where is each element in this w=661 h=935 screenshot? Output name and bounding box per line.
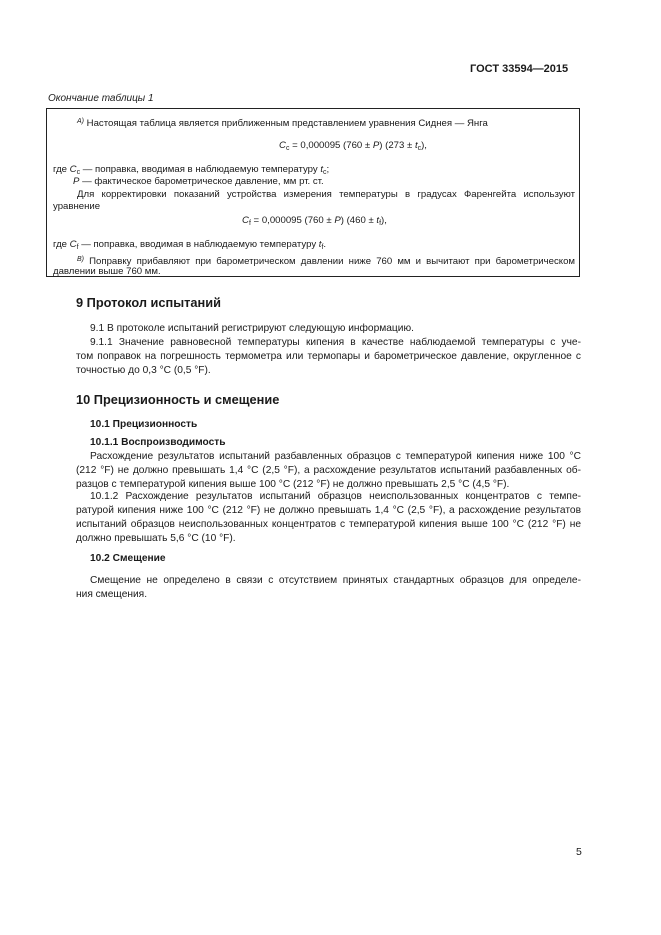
definition-text: — поправка, вводимая в наблюдаемую температуру [78,239,319,250]
formula-subscript: c [417,145,422,152]
formula-subscript: f [248,220,251,227]
bias-line: Смещение не определено в связи с отсутствием принятых стандартных образцов для определе- [90,575,581,586]
definition-text: — поправка, вводимая в наблюдаемую температуру [80,164,321,175]
paragraph-9-1: 9.1 В протоколе испытаний регистрируют следующую информацию. [90,323,414,334]
footnote-b-marker: B) [77,256,84,263]
footnote-a-text: Настоящая таблица является приближенным представлением уравнения Сиднея — Янга [86,118,488,129]
section-9-title: 9 Протокол испытаний [76,295,222,310]
definition-subscript: f [76,244,79,251]
definition-symbol: C [69,239,77,250]
section-9-body [76,322,581,378]
reproducibility-line: разцов с температурой кипения выше 100 °C (212 °F) не должно превышать 2,5 °C (4,5 °F). [76,479,510,490]
formula-subscript: c [285,145,290,152]
bias-line: ния смещения. [76,589,148,600]
formula-sydney-young [279,140,427,156]
formula-part: = 0,000095 (760 ± [289,140,373,151]
footnote-a-line [77,116,488,131]
where-label: где [53,239,70,250]
paragraph-10-1-2-line: должно превышать 5,6 °C (10 °F). [76,533,236,544]
definition-text: — фактическое барометрическое давление, мм рт. ст. [79,176,324,187]
definition-symbol: t [320,164,323,175]
paragraph-9-1-1-line: 9.1.1 Значение равновесной температуры кипения в качестве наблюдаемой температуры с уче- [90,337,581,348]
definition-cf [53,239,326,255]
bias-paragraph [76,574,581,602]
definition-symbol: C [69,164,77,175]
paragraph-10-1-2 [76,490,581,546]
footnote-a-marker: А) [77,118,84,125]
formula-symbol: t [376,215,380,226]
table-footnotes-box [46,108,580,277]
subsection-10-1-title: 10.1 Прецизионность [90,419,198,430]
paragraph-9-1-1-line: том поправок на погрешность термометра или термопары и барометрическое давление, округленное с [76,351,581,362]
formula-symbol: C [279,140,286,151]
section-10-title: 10 Прецизионность и смещение [76,392,280,407]
reproducibility-paragraph [76,450,581,492]
paragraph-10-1-2-line: ратурой кипения ниже 100 °C (212 °F) не должно превышать 1,4 °C (2,5 °F), а расхождение результатов [76,505,581,516]
table-continuation-caption: Окончание таблицы 1 [48,93,154,104]
formula-subscript: f [379,220,382,227]
formula-symbol: P [372,140,380,151]
subsection-10-2-title: 10.2 Смещение [90,553,166,564]
definition-subscript: f [321,244,324,251]
formula-symbol: C [242,215,249,226]
footnote-b-text: Поправку прибавляют при барометрическом давлении ниже 760 мм и вычитают при барометрическом [89,256,576,267]
fahrenheit-text: Для корректировки показаний устройства измерения температуры в градусах Фаренгейта используют [77,189,575,200]
reproducibility-line: (212 °F) не должно превышать 1,4 °C (2,5 °F), а расхождение результатов испытаний разбавленных об- [76,465,581,476]
definition-text: ; [326,164,330,175]
formula-part: ), [381,215,387,226]
formula-fahrenheit [242,215,387,231]
formula-part: ), [421,140,427,151]
definition-subscript: c [76,169,81,176]
formula-symbol: P [334,215,341,226]
fahrenheit-intro-line2: уравнение [53,201,101,212]
formula-part: ) (273 ± [379,140,415,151]
formula-part: = 0,000095 (760 ± [250,215,335,226]
where-label: где [53,164,70,175]
footnote-b-line2: давлении выше 760 мм. [53,266,161,277]
definition-p [73,176,324,189]
paragraph-10-1-2-line: испытаний образцов неиспользованных концентратов с температурой кипения выше 100 °C (212 °F) не [76,519,581,530]
definition-symbol: P [73,176,80,187]
paragraph-9-1-1-line: точностью до 0,3 °C (0,5 °F). [76,365,211,376]
formula-symbol: t [414,140,418,151]
definition-text: . [323,239,327,250]
fahrenheit-intro-line1 [77,189,575,202]
document-code: ГОСТ 33594—2015 [470,63,569,75]
reproducibility-line: Расхождение результатов испытаний разбавленных образцов с температурой кипения ниже 100 °C [90,451,581,462]
subsection-10-1-1-title: 10.1.1 Воспроизводимость [90,437,226,448]
definition-subscript: c [323,169,327,176]
formula-part: ) (460 ± [340,215,377,226]
definition-symbol: t [318,239,322,250]
page-number: 5 [576,846,582,858]
paragraph-10-1-2-line: 10.1.2 Расхождение результатов испытаний образцов неиспользованных концентратов с темпе- [90,491,581,502]
